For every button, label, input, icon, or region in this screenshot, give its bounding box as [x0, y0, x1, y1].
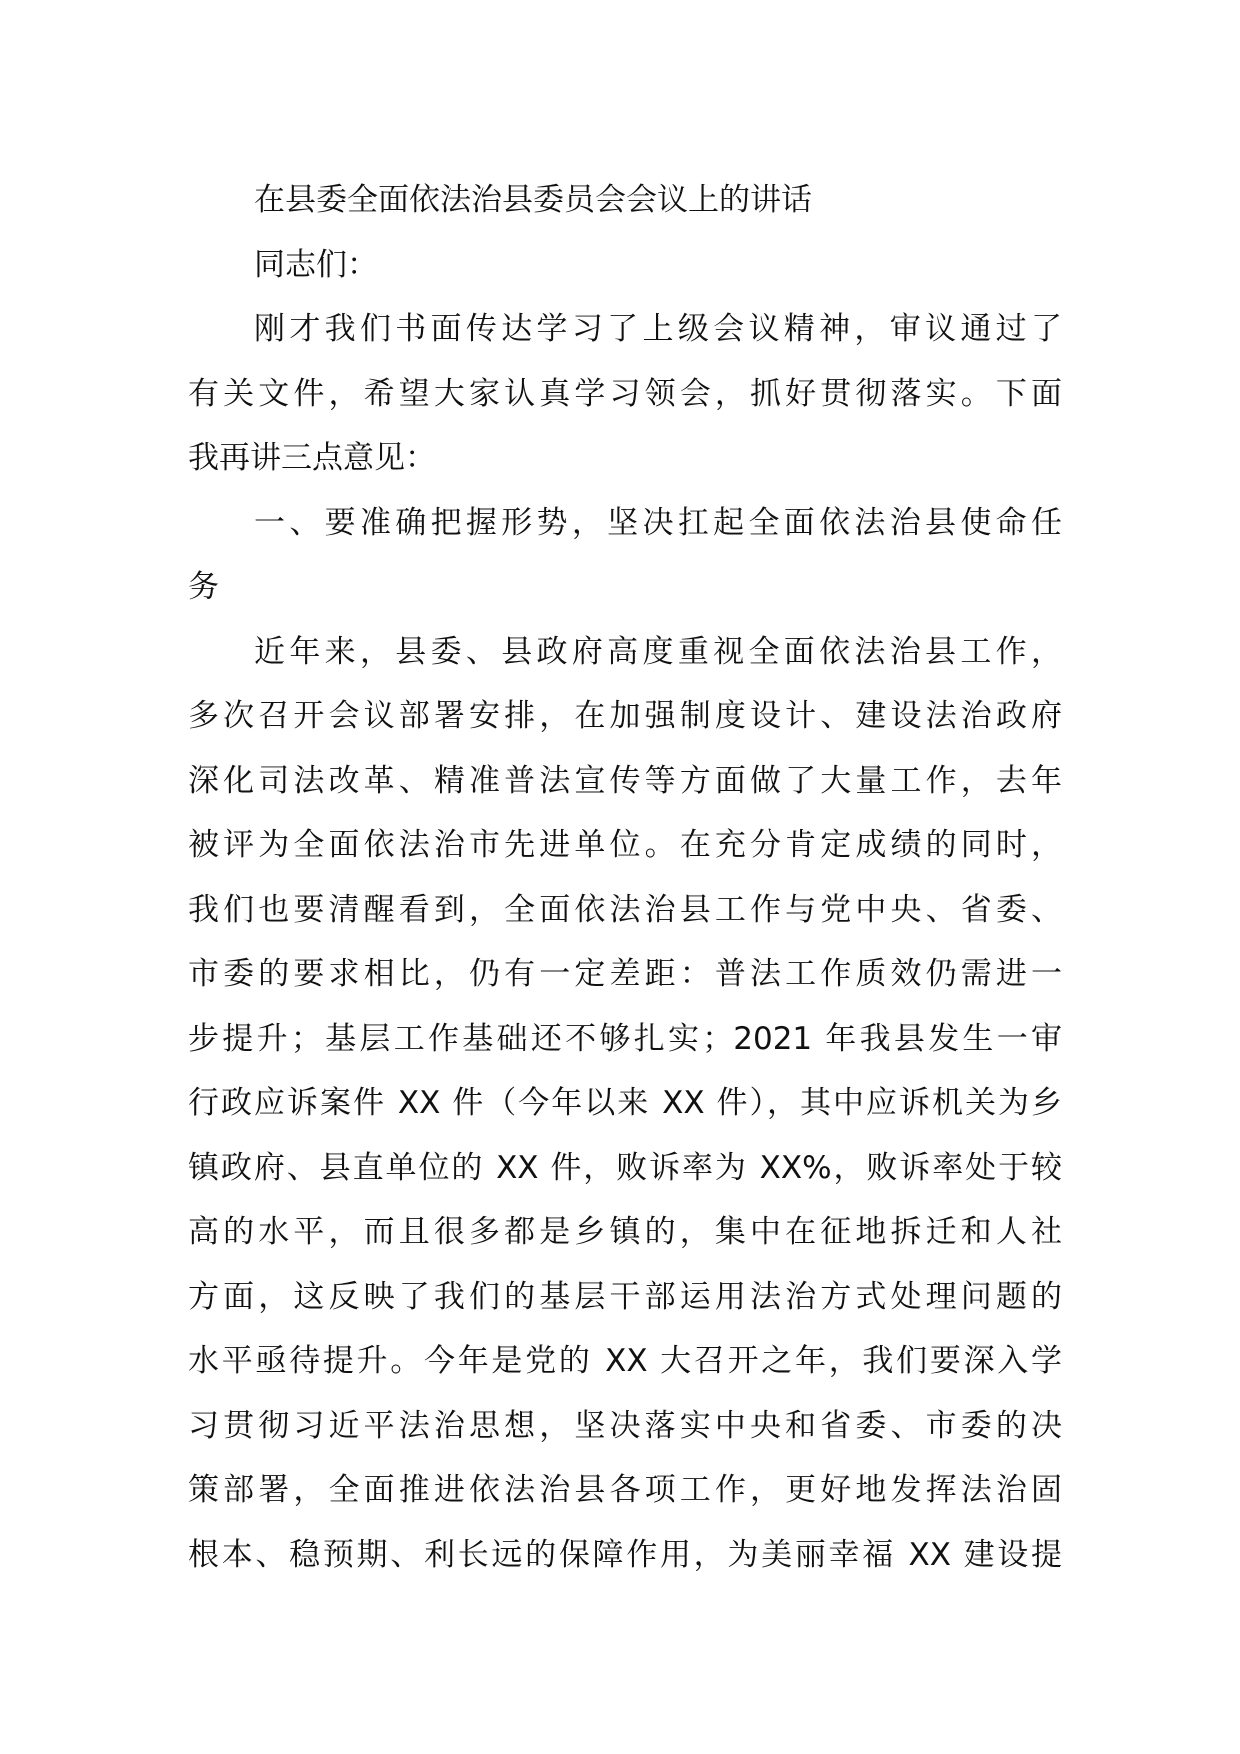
paragraph-line: 深化司法改革、精准普法宣传等方面做了大量工作，去年 — [188, 762, 1062, 799]
salutation: 同志们： — [254, 246, 378, 283]
paragraph-line: 行政应诉案件 XX 件（今年以来 XX 件），其中应诉机关为乡 — [188, 1085, 1062, 1121]
document-title: 在县委全面依法治县委员会会议上的讲话 — [254, 182, 812, 218]
paragraph-line: 有关文件，希望大家认真学习领会，抓好贯彻落实。下面 — [188, 375, 1062, 412]
paragraph-line: 刚才我们书面传达学习了上级会议精神，审议通过了 — [254, 311, 1062, 347]
paragraph-line: 市委的要求相比，仍有一定差距：普法工作质效仍需进一 — [188, 956, 1062, 992]
paragraph-line: 多次召开会议部署安排，在加强制度设计、建设法治政府 — [188, 698, 1062, 734]
paragraph-line: 习贯彻习近平法治思想，坚决落实中央和省委、市委的决 — [188, 1407, 1062, 1444]
paragraph-line: 根本、稳预期、利长远的保障作用，为美丽幸福 XX 建设提 — [188, 1536, 1062, 1573]
paragraph-line: 步提升；基层工作基础还不够扎实；2021 年我县发生一审 — [188, 1020, 1062, 1057]
document-body — [188, 168, 1062, 1587]
paragraph-line: 我们也要清醒看到，全面依法治县工作与党中央、省委、 — [188, 891, 1062, 928]
paragraph-line: 我再讲三点意见： — [188, 440, 436, 476]
paragraph-line: 方面，这反映了我们的基层干部运用法治方式处理问题的 — [188, 1278, 1062, 1315]
paragraph-line: 水平亟待提升。今年是党的 XX 大召开之年，我们要深入学 — [188, 1343, 1062, 1379]
paragraph-line: 镇政府、县直单位的 XX 件，败诉率为 XX%，败诉率处于较 — [188, 1149, 1062, 1186]
paragraph-line: 策部署，全面推进依法治县各项工作，更好地发挥法治固 — [188, 1472, 1062, 1508]
paragraph-line: 被评为全面依法治市先进单位。在充分肯定成绩的同时， — [188, 827, 1062, 863]
section-heading-line: 一、要准确把握形势，坚决扛起全面依法治县使命任 — [254, 504, 1062, 541]
paragraph-line: 高的水平，而且很多都是乡镇的，集中在征地拆迁和人社 — [188, 1214, 1062, 1250]
section-heading-line: 务 — [188, 569, 219, 605]
paragraph-line: 近年来，县委、县政府高度重视全面依法治县工作， — [254, 633, 1062, 670]
